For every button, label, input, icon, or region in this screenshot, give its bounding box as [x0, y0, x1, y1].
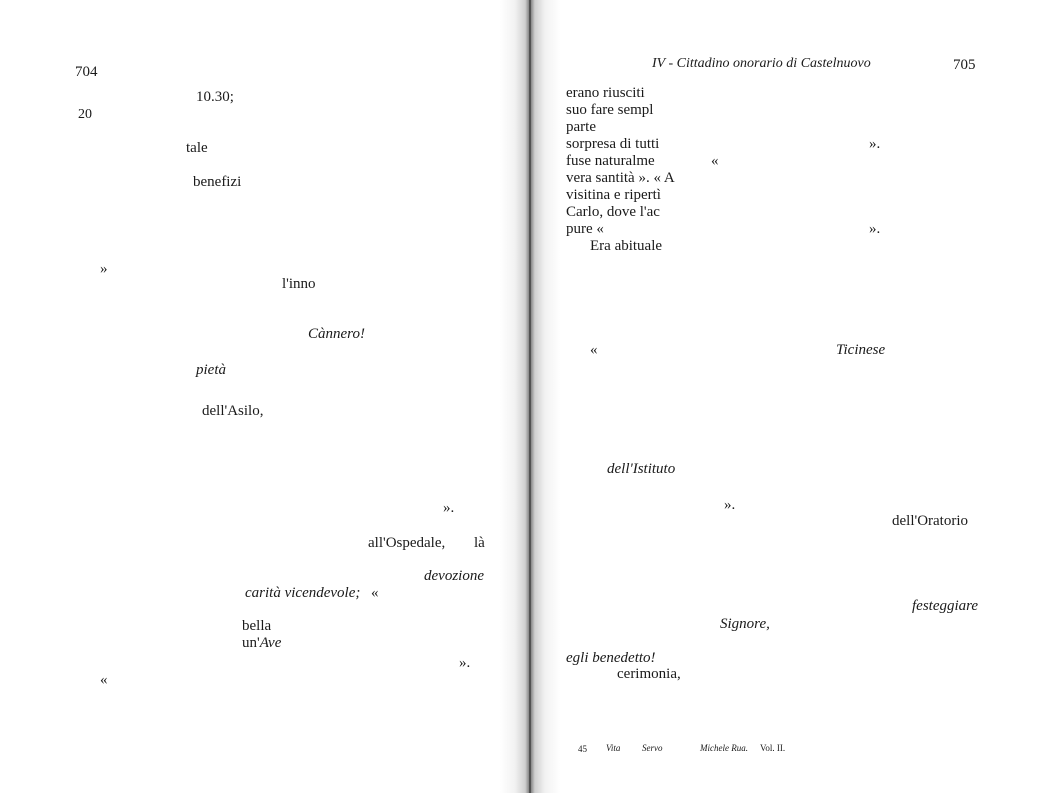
text-fragment-italic: Ave	[259, 635, 282, 651]
text-fragment: all'Ospedale,	[368, 535, 446, 551]
text-line: pure «	[566, 221, 604, 237]
text-fragment: benefizi	[193, 174, 242, 190]
footer-vita: Vita	[606, 743, 621, 753]
book-gutter	[500, 0, 560, 793]
text-fragment: bella	[242, 618, 272, 634]
quote-mark: «	[100, 672, 108, 688]
footer-title: Michele Rua.	[700, 743, 748, 753]
quote-mark: «	[371, 585, 379, 601]
footer-servo: Servo	[642, 743, 663, 753]
text-fragment: dell'Oratorio	[892, 513, 969, 529]
text-line: erano riusciti	[566, 85, 645, 101]
quote-mark: «	[711, 153, 719, 169]
footer-volume: Vol. II.	[760, 743, 786, 753]
text-fragment	[242, 635, 281, 652]
text-fragment: l'inno	[282, 276, 316, 292]
text-line: vera santità ». « A	[566, 170, 675, 186]
text-fragment: 10.30;	[196, 89, 234, 105]
quote-mark: ».	[443, 500, 455, 516]
quote-mark: ».	[459, 655, 471, 671]
text-line: parte	[566, 119, 596, 135]
quote-mark: ».	[869, 136, 881, 152]
text-fragment: dell'Asilo,	[202, 403, 264, 419]
text-fragment: carità vicendevole;	[245, 585, 361, 601]
quote-mark: «	[590, 342, 598, 358]
text-line: fuse naturalme	[566, 153, 655, 169]
text-fragment-prefix: un'	[242, 635, 260, 651]
text-fragment: tale	[186, 140, 208, 156]
text-fragment: là	[474, 535, 485, 551]
page-number-right: 705	[953, 57, 976, 73]
quote-mark: ».	[869, 221, 881, 237]
running-header: IV - Cittadino onorario di Castelnuovo	[652, 56, 871, 71]
quote-mark: ».	[724, 497, 736, 513]
text-fragment: Signore,	[720, 616, 770, 632]
text-fragment: Ticinese	[836, 342, 886, 358]
text-line: visitina e ripertì	[566, 187, 661, 203]
line-number: 20	[78, 107, 92, 122]
text-fragment: egli benedetto!	[566, 650, 656, 666]
text-line: sorpresa di tutti	[566, 136, 660, 152]
text-fragment: pietà	[196, 362, 226, 378]
footer-number: 45	[578, 744, 587, 754]
text-line: Era abituale	[590, 238, 663, 254]
text-line: suo fare sempl	[566, 102, 654, 118]
text-fragment: festeggiare	[912, 598, 979, 614]
text-fragment: devozione	[424, 568, 484, 584]
text-fragment: dell'Istituto	[607, 461, 676, 477]
text-fragment: cerimonia,	[617, 666, 681, 682]
text-line: Carlo, dove l'ac	[566, 204, 660, 220]
text-fragment: Cànnero!	[308, 326, 365, 342]
quote-mark: »	[100, 261, 108, 277]
page-number-left: 704	[75, 64, 98, 80]
